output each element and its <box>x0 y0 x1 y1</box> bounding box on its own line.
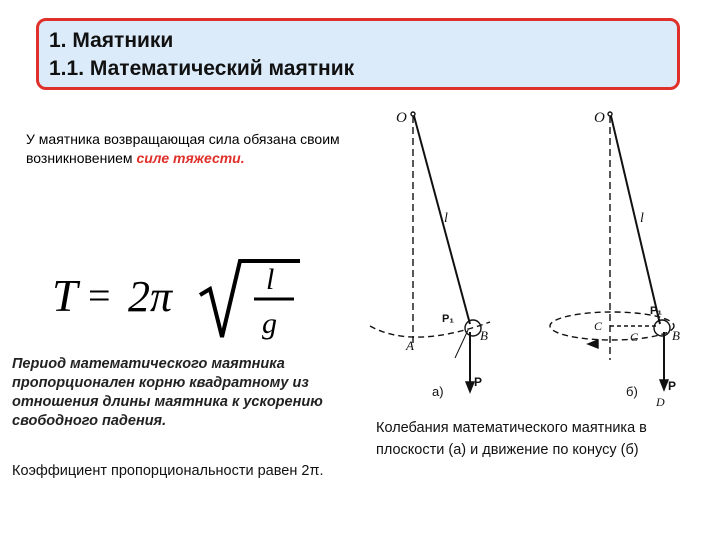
a-label-a: A <box>406 338 414 353</box>
tag-b: б) <box>626 384 638 399</box>
diagram-a <box>370 110 490 399</box>
b-label-a: B <box>480 328 488 343</box>
pivot-point-a <box>411 112 415 116</box>
period-description: Период математического маятника пропорционален корню квадратному из отношения длины маятника к ускорению свободного падения. <box>12 356 323 429</box>
bottom-label-b: D <box>656 395 665 409</box>
figure-caption: Колебания математического маятника в плоскости (а) и движение по конусу (б) <box>376 420 647 458</box>
force-label-a: P <box>474 375 483 389</box>
c2-label-b: C <box>630 330 639 344</box>
point-label-b: P₁ <box>650 305 662 317</box>
coefficient-text: Коэффициент пропорциональности равен 2π. <box>12 463 324 479</box>
pivot-point-b <box>608 112 612 116</box>
tension-component-a <box>455 330 468 358</box>
intro-text: У маятника возвращающая сила обязана своим возникновением <box>26 131 340 166</box>
point-label-a: P₁ <box>442 313 454 325</box>
formula-equals: = <box>88 273 111 318</box>
force-arrow-b <box>660 380 668 390</box>
pivot-label-a: O <box>396 110 407 126</box>
b-label-b: B <box>672 328 680 343</box>
intro-highlight: силе тяжести. <box>136 150 245 166</box>
diagram-b <box>550 110 680 409</box>
formula-denominator: g <box>262 307 277 340</box>
force-label-b: P <box>668 379 677 393</box>
formula-lhs: T <box>52 270 78 321</box>
subsection-title: 1.1. Математический маятник <box>49 57 355 80</box>
string-b <box>611 116 660 324</box>
force-arrow-a <box>466 382 474 392</box>
length-label-b: l <box>640 211 644 226</box>
tag-a: а) <box>432 384 444 399</box>
c1-label-b: C <box>594 319 603 333</box>
intro-paragraph <box>26 130 371 168</box>
rotation-arrow-b <box>588 340 598 348</box>
period-formula <box>50 255 320 345</box>
pivot-label-b: O <box>594 110 605 126</box>
arc-a <box>370 322 490 337</box>
string-a <box>414 116 470 324</box>
formula-coef: 2π <box>128 272 173 321</box>
title-box <box>36 18 680 90</box>
section-title: 1. Маятники <box>49 29 174 52</box>
length-label-a: l <box>444 211 448 226</box>
pendulum-diagram <box>350 100 710 410</box>
formula-numerator: l <box>266 263 275 296</box>
